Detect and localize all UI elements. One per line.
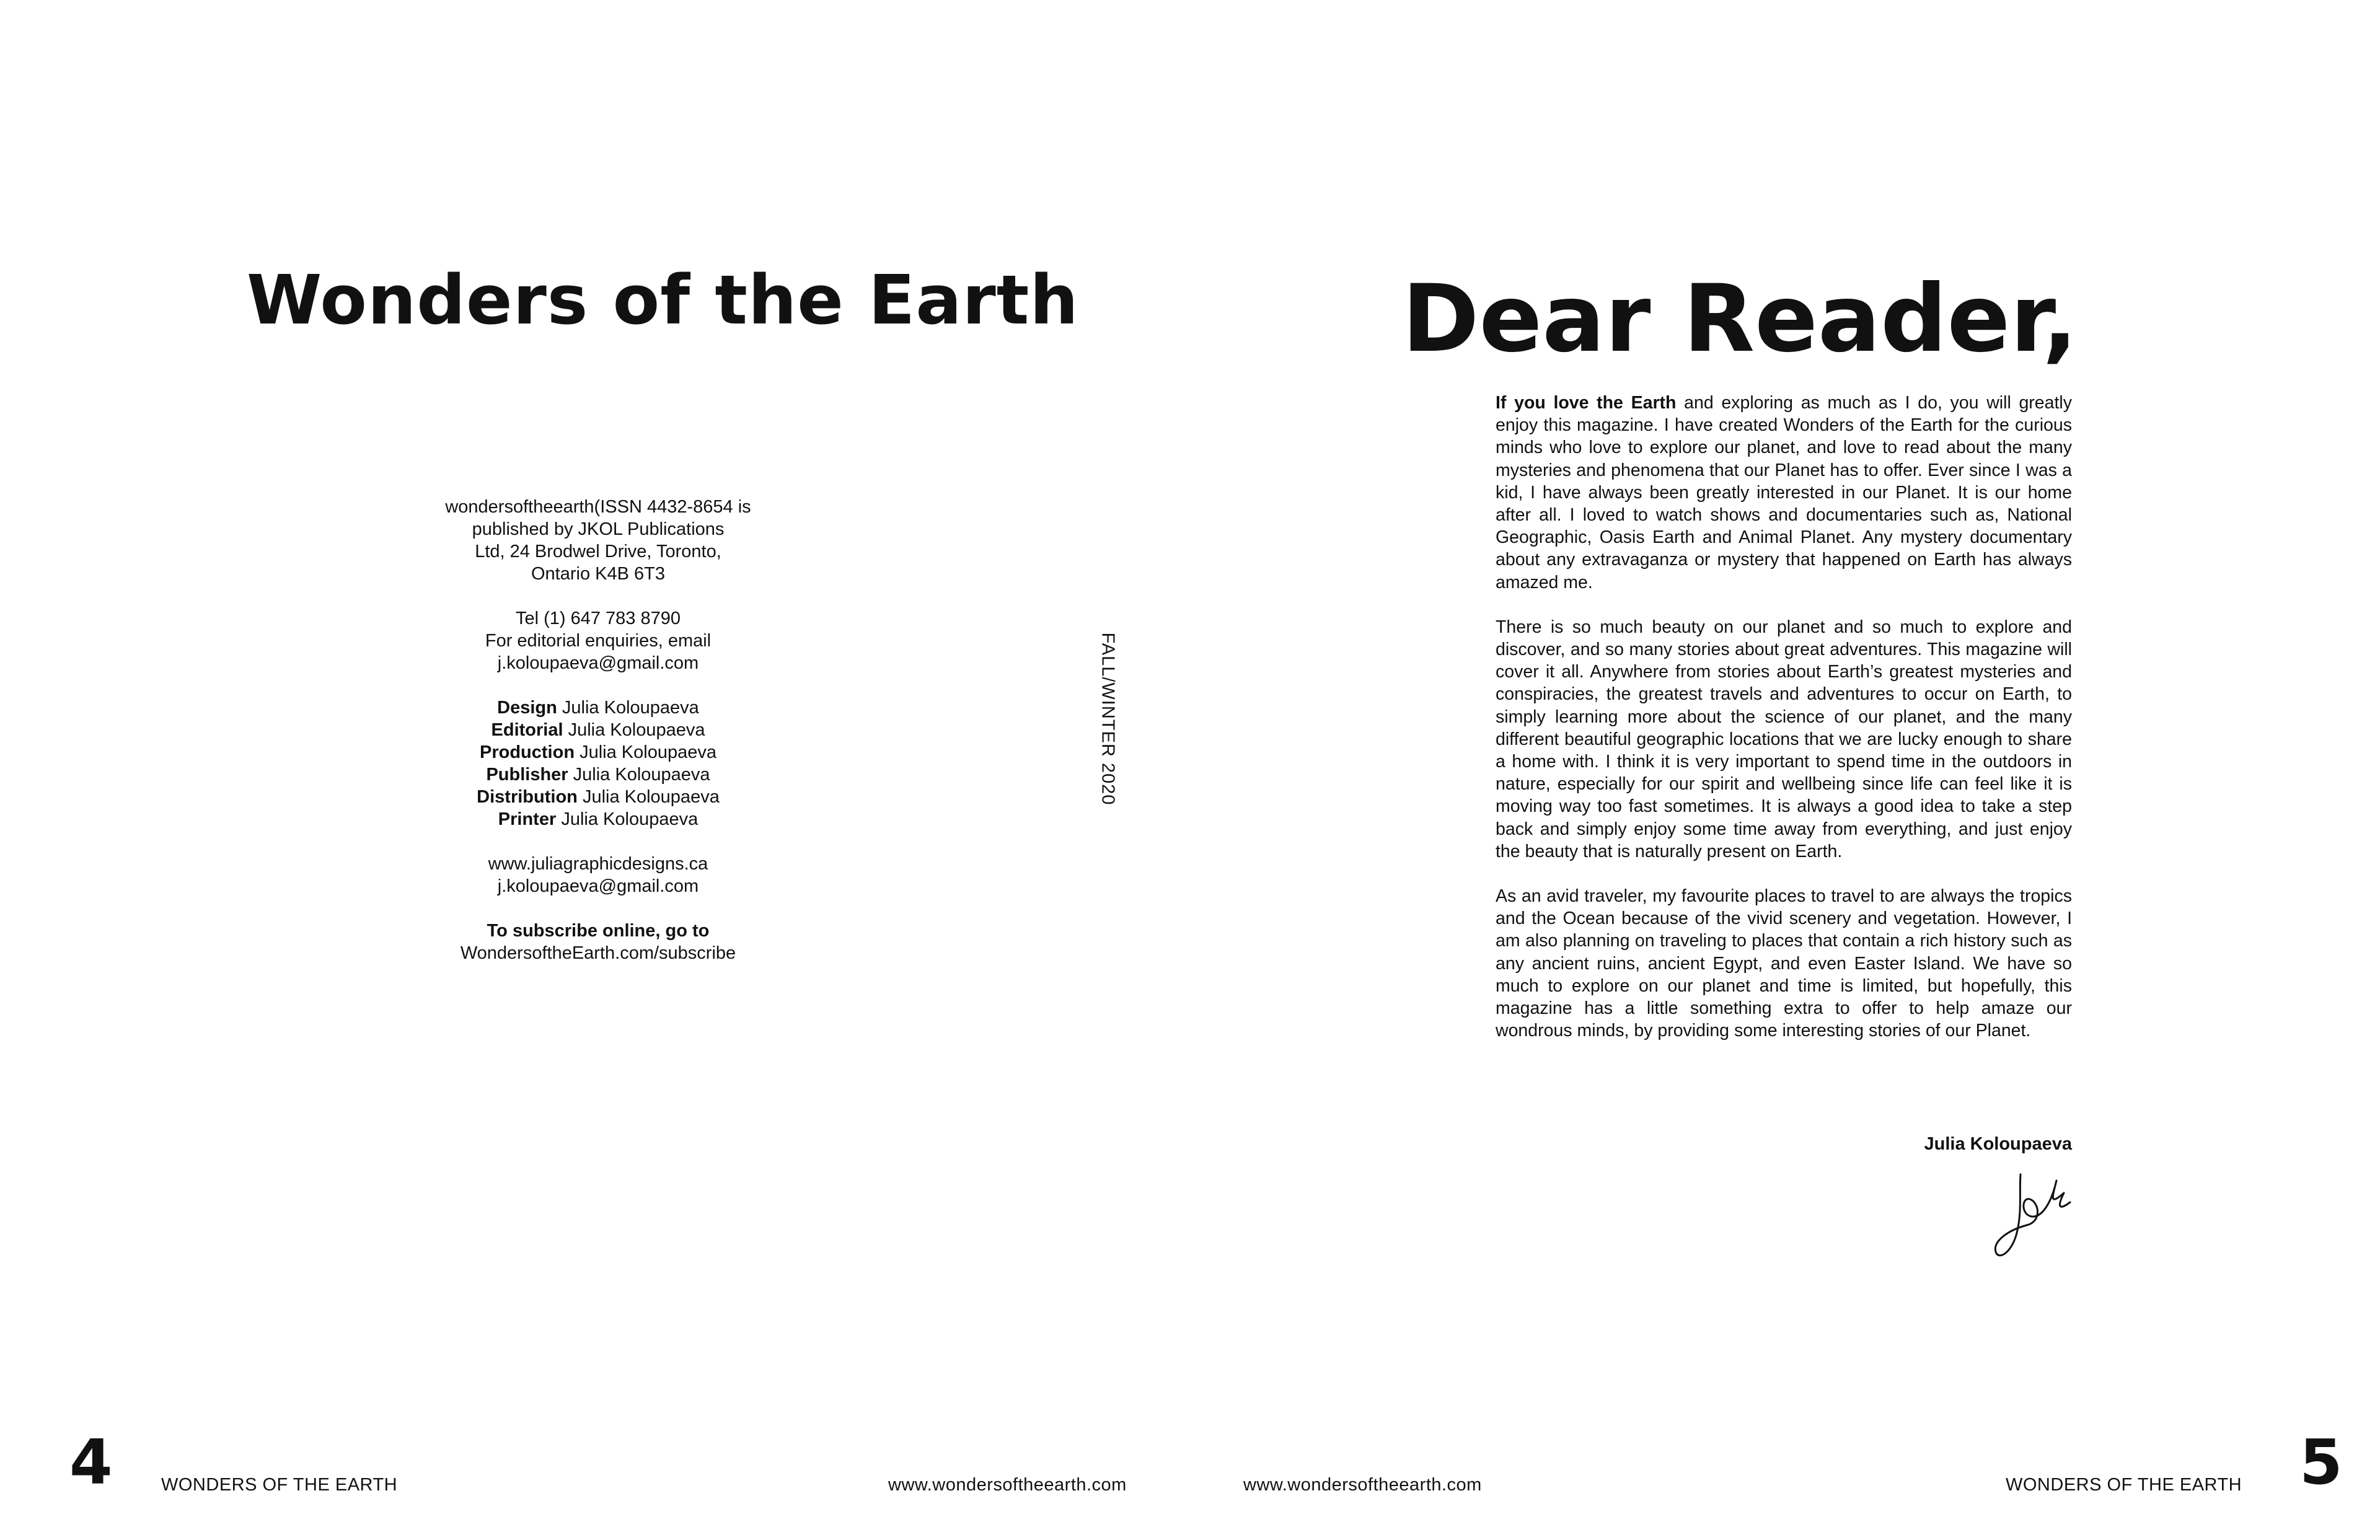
contact-email: j.koloupaeva@gmail.com — [497, 653, 699, 673]
credit-printer: Printer Julia Koloupaeva — [498, 809, 699, 829]
footer-url-right[interactable]: www.wondersoftheearth.com — [1243, 1475, 1482, 1495]
credit-publisher: Publisher Julia Koloupaeva — [486, 765, 710, 785]
address-line: wondersoftheearth(ISSN 4432-8654 is — [445, 497, 751, 517]
letter-paragraph: There is so much beauty on our planet and so much to explore and discover, and so many stories about great adventures. This magazine will cover it all. Anywhere from stories about Earth’s greatest mysteries and conspiracies, the greatest travels and adventures to occur on Earth, to simply learning more about the science of our planet, and the many different beautiful geographic locations that we are lucky enough to share a home with. I think it is very important to spend time in the outdoors in nature, especially for our spirit and wellbeing since life can feel like it is moving way too fast sometimes. It is always a good idea to take a step back and simply enjoy some time away from everything, and just enjoy the beauty that is naturally present on Earth. — [1496, 617, 2072, 861]
credit-editorial: Editorial Julia Koloupaeva — [491, 720, 705, 740]
web-links — [347, 853, 849, 897]
address-line: Ltd, 24 Brodwel Drive, Toronto, — [475, 542, 721, 561]
masthead — [347, 496, 849, 987]
credit-production: Production Julia Koloupaeva — [480, 742, 716, 762]
letter-title: Dear Reader, — [1402, 265, 2078, 373]
credits-list — [347, 697, 849, 830]
subscribe-info — [347, 920, 849, 964]
credit-distribution: Distribution Julia Koloupaeva — [477, 787, 720, 807]
subscribe-link[interactable]: WondersoftheEarth.com/subscribe — [460, 943, 736, 963]
magazine-title: Wonders of the Earth — [247, 260, 1079, 340]
issue-label: FALL/WINTER 2020 — [1098, 632, 1118, 806]
subscribe-heading: To subscribe online, go to — [487, 921, 710, 941]
email-link[interactable]: j.koloupaeva@gmail.com — [497, 876, 699, 896]
publisher-address — [347, 496, 849, 585]
editor-letter — [1496, 392, 2072, 1064]
footer-section-right: WONDERS OF THE EARTH — [2006, 1475, 2242, 1495]
signer-name: Julia Koloupaeva — [1924, 1134, 2072, 1154]
lead-in: If you love the Earth — [1496, 393, 1677, 413]
page-number-left: 4 — [69, 1426, 113, 1498]
letter-paragraph: If you love the Earth and exploring as much as I do, you will greatly enjoy this magazine. I have created Wonders of the Earth for the curious minds who love to explore our planet, and love to read about the many mysteries and phenomena that our Planet has to offer. Ever since I was a kid, I have always been greatly interested in our Planet. It is our home after all. I loved to watch shows and documentaries such as, National Geographic, Oasis Earth and Animal Planet. Any mystery documentary about any extravaganza or mystery that happened on Earth has always amazed me. — [1496, 393, 2072, 592]
letter-paragraph: As an avid traveler, my favourite places to travel to are always the tropics and the Ocean because of the vivid scenery and vegetation. However, I am also planning on traveling to places that contain a rich history such as any ancient ruins, ancient Egypt, and even Easter Island. We have so much to explore on our planet and time is limited, but hopefully, this magazine has a little something extra to offer to help amaze our wondrous minds, by providing some interesting stories of our Planet. — [1496, 886, 2072, 1041]
enquiries-line: For editorial enquiries, email — [485, 631, 712, 651]
right-page — [1190, 0, 2380, 1540]
credit-design: Design Julia Koloupaeva — [497, 698, 699, 718]
website-link[interactable]: www.juliagraphicdesigns.ca — [488, 854, 708, 874]
footer-section-left: WONDERS OF THE EARTH — [161, 1475, 398, 1495]
address-line: Ontario K4B 6T3 — [531, 564, 665, 584]
footer-url-left[interactable]: www.wondersoftheearth.com — [888, 1475, 1127, 1495]
address-line: published by JKOL Publications — [472, 519, 725, 539]
phone-line: Tel (1) 647 783 8790 — [515, 609, 681, 628]
page-number-right: 5 — [2299, 1426, 2343, 1498]
contact-info — [347, 607, 849, 674]
signature-image — [1983, 1168, 2076, 1267]
